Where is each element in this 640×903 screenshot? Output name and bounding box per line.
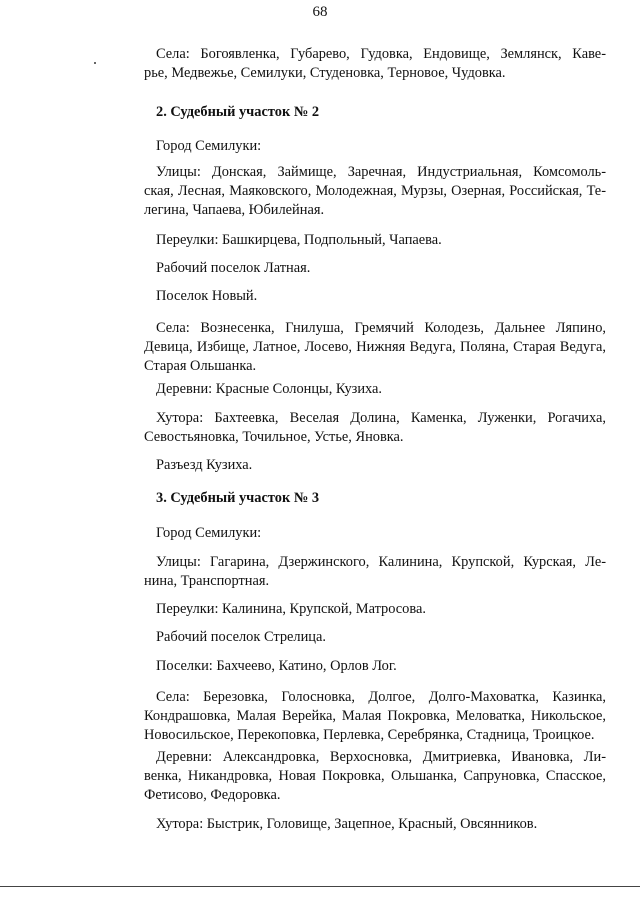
text-line: рье, Медвежье, Семилуки, Студеновка, Терновое, Чудовка. <box>144 65 506 81</box>
text-line: Старая Ольшанка. <box>144 358 257 374</box>
lanes-paragraph-section2 <box>144 231 606 250</box>
text-line: нина, Транспортная. <box>144 573 270 589</box>
text-line: венка, Никандровка, Новая Покровка, Ольшанка, Сапруновка, Спасское, <box>144 768 606 784</box>
text-line: Улицы: Донская, Займище, Заречная, Индустриальная, Комсомоль- <box>156 164 606 180</box>
text-line: Деревни: Александровка, Верхосновка, Дмитриевка, Ивановка, Ли- <box>156 749 606 765</box>
scan-edge-line <box>0 886 640 887</box>
text-line: Переулки: Калинина, Крупской, Матросова. <box>156 601 426 617</box>
page-number: 68 <box>312 4 328 20</box>
hamlets-paragraph-section2 <box>144 380 606 399</box>
text-line: легина, Чапаева, Юбилейная. <box>144 202 325 218</box>
hamlets-paragraph-section3 <box>144 748 606 805</box>
text-line: Села: Вознесенка, Гнилуша, Гремячий Колодезь, Дальнее Ляпино, <box>156 320 606 336</box>
text-line: Поселок Новый. <box>156 288 258 304</box>
text-line: Севостьяновка, Точильное, Устье, Яновка. <box>144 429 404 445</box>
text-line: ская, Лесная, Маяковского, Молодежная, Мурзы, Озерная, Российская, Те- <box>144 183 606 199</box>
scan-speck <box>94 62 96 64</box>
streets-paragraph-section2 <box>144 163 606 220</box>
streets-paragraph-section3 <box>144 553 606 591</box>
text-line: Девица, Избище, Латное, Лосево, Нижняя Ведуга, Поляна, Старая Ведуга, <box>144 339 606 355</box>
junction-section2 <box>144 456 606 475</box>
text-line: Поселки: Бахчеево, Катино, Орлов Лог. <box>156 658 397 674</box>
text-line: Села: Богоявленка, Губарево, Гудовка, Ендовище, Землянск, Каве- <box>156 46 606 62</box>
text-line: Села: Березовка, Голосновка, Долгое, Долго-Маховатка, Казинка, <box>156 689 606 705</box>
text-line: Хутора: Бахтеевка, Веселая Долина, Каменка, Луженки, Рогачиха, <box>156 410 606 426</box>
text-line: Рабочий поселок Латная. <box>156 260 311 276</box>
text-line: Разъезд Кузиха. <box>156 457 253 473</box>
city-label-section3 <box>144 524 606 543</box>
workers-settlement-section2 <box>144 259 606 278</box>
settlements-paragraph-section3 <box>144 657 606 676</box>
text-line: Хутора: Быстрик, Головище, Зацепное, Красный, Овсянников. <box>156 816 538 832</box>
text-line: Город Семилуки: <box>156 138 262 154</box>
farmsteads-paragraph-section3 <box>144 815 606 834</box>
text-line: Рабочий поселок Стрелица. <box>156 629 326 645</box>
villages-paragraph-section1 <box>144 45 606 83</box>
text-line: Новосильское, Перекоповка, Перлевка, Серебрянка, Стадница, Троицкое. <box>144 727 595 743</box>
text-line: Город Семилуки: <box>156 525 262 541</box>
city-label-section2 <box>144 137 606 156</box>
section-heading-2: 2. Судебный участок № 2 <box>156 104 320 120</box>
text-line: Кондрашовка, Малая Верейка, Малая Покровка, Меловатка, Никольское, <box>144 708 606 724</box>
text-line: Улицы: Гагарина, Дзержинского, Калинина, Крупской, Курская, Ле- <box>156 554 606 570</box>
villages-paragraph-section3 <box>144 688 606 745</box>
workers-settlement-section3 <box>144 628 606 647</box>
text-line: Переулки: Башкирцева, Подпольный, Чапаева. <box>156 232 442 248</box>
text-line: Фетисово, Федоровка. <box>144 787 281 803</box>
text-line: Деревни: Красные Солонцы, Кузиха. <box>156 381 383 397</box>
lanes-paragraph-section3 <box>144 600 606 619</box>
settlement-section2 <box>144 287 606 306</box>
farmsteads-paragraph-section2 <box>144 409 606 447</box>
section-heading-3: 3. Судебный участок № 3 <box>156 490 320 506</box>
villages-paragraph-section2 <box>144 319 606 376</box>
